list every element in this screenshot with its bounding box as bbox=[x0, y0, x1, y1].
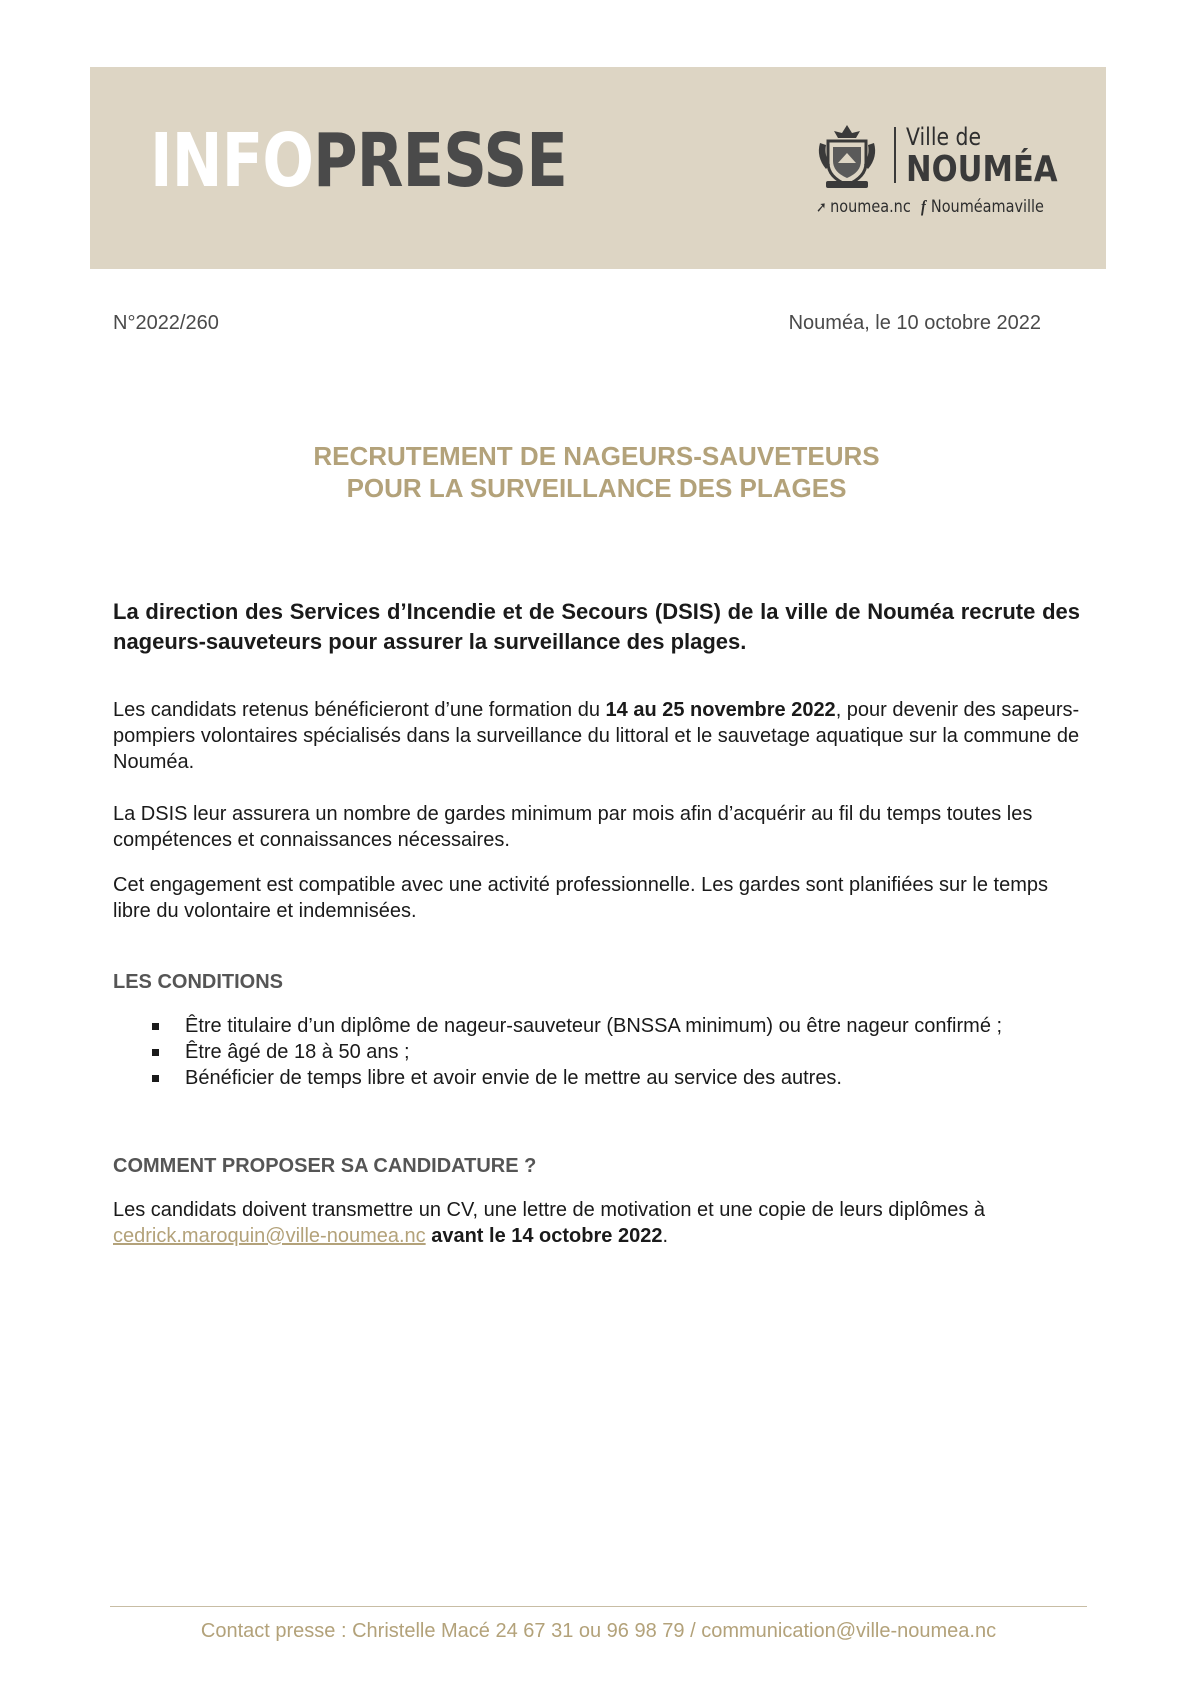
p3-text: Cet engagement est compatible avec une activité professionnelle. Les gardes sont planifiées sur le temps libre du volontaire et indemnisées. bbox=[113, 874, 1048, 922]
contact-email-link[interactable]: cedrick.maroquin@ville-noumea.nc bbox=[113, 1225, 426, 1247]
title-line-2: POUR LA SURVEILLANCE DES PLAGES bbox=[346, 473, 847, 503]
logo-divider bbox=[894, 127, 896, 183]
p1-text-before: Les candidats retenus bénéficieront d’une formation du bbox=[113, 699, 606, 721]
candidature-heading: COMMENT PROPOSER SA CANDIDATURE ? bbox=[113, 1155, 537, 1177]
logo-socials bbox=[816, 197, 1044, 217]
footer-divider bbox=[110, 1606, 1087, 1607]
condition-item: Bénéficier de temps libre et avoir envie de le mettre au service des autres. bbox=[113, 1065, 1080, 1091]
paragraph-engagement bbox=[113, 872, 1080, 924]
facebook-link[interactable]: Nouméamaville bbox=[930, 197, 1044, 217]
lead-text: La direction des Services d’Incendie et de Secours (DSIS) de la ville de Nouméa recrute des nageurs-sauveteurs pour assurer la surveillance des plages. bbox=[113, 599, 1080, 654]
page-title bbox=[113, 440, 1080, 504]
paragraph-candidature bbox=[113, 1197, 1080, 1249]
ville-de-noumea-logo bbox=[816, 123, 1056, 223]
p4-text-before: Les candidats doivent transmettre un CV, une lettre de motivation et une copie de leurs diplômes à bbox=[113, 1199, 986, 1221]
deadline-date: avant le 14 octobre 2022 bbox=[431, 1225, 663, 1247]
condition-item: Être âgé de 18 à 50 ans ; bbox=[113, 1039, 1080, 1065]
conditions-heading: LES CONDITIONS bbox=[113, 971, 284, 993]
place-and-date: Nouméa, le 10 octobre 2022 bbox=[788, 312, 1041, 334]
info-presse-wordmark bbox=[150, 118, 567, 204]
title-line-1: RECRUTEMENT DE NAGEURS-SAUVETEURS bbox=[313, 441, 880, 471]
logo-ville-de: Ville de bbox=[906, 123, 982, 151]
training-dates: 14 au 25 novembre 2022 bbox=[605, 699, 836, 721]
logo-noumea: NOUMÉA bbox=[906, 149, 1058, 190]
brand-info: INFO bbox=[150, 118, 314, 204]
city-crest-icon bbox=[816, 123, 878, 189]
condition-item: Être titulaire d’un diplôme de nageur-sauveteur (BNSSA minimum) ou être nageur confirmé ; bbox=[113, 1013, 1080, 1039]
brand-presse: PRESSE bbox=[313, 118, 567, 204]
paragraph-training bbox=[113, 697, 1080, 775]
lead-paragraph bbox=[113, 597, 1080, 657]
website-link[interactable]: noumea.nc bbox=[830, 197, 911, 217]
p4-text-after: . bbox=[662, 1225, 669, 1247]
conditions-list bbox=[113, 1013, 1080, 1091]
press-release-number: N°2022/260 bbox=[113, 312, 219, 334]
p2-text: La DSIS leur assurera un nombre de gardes minimum par mois afin d’acquérir au fil du temps toutes les compétences et connaissances nécessaires. bbox=[113, 803, 1033, 851]
header-banner bbox=[90, 67, 1106, 269]
press-contact-footer: Contact presse : Christelle Macé 24 67 31 ou 96 98 79 / communication@ville-noumea.nc bbox=[200, 1620, 997, 1642]
facebook-icon: f bbox=[920, 197, 926, 216]
arrow-pointer-icon: ➚ bbox=[816, 198, 827, 216]
paragraph-gardes bbox=[113, 801, 1080, 853]
p1-text-after: , pour devenir des sapeurs-pompiers volontaires spécialisés dans la surveillance du littoral et le sauvetage aquatique sur la commune de Nouméa. bbox=[113, 699, 1080, 773]
